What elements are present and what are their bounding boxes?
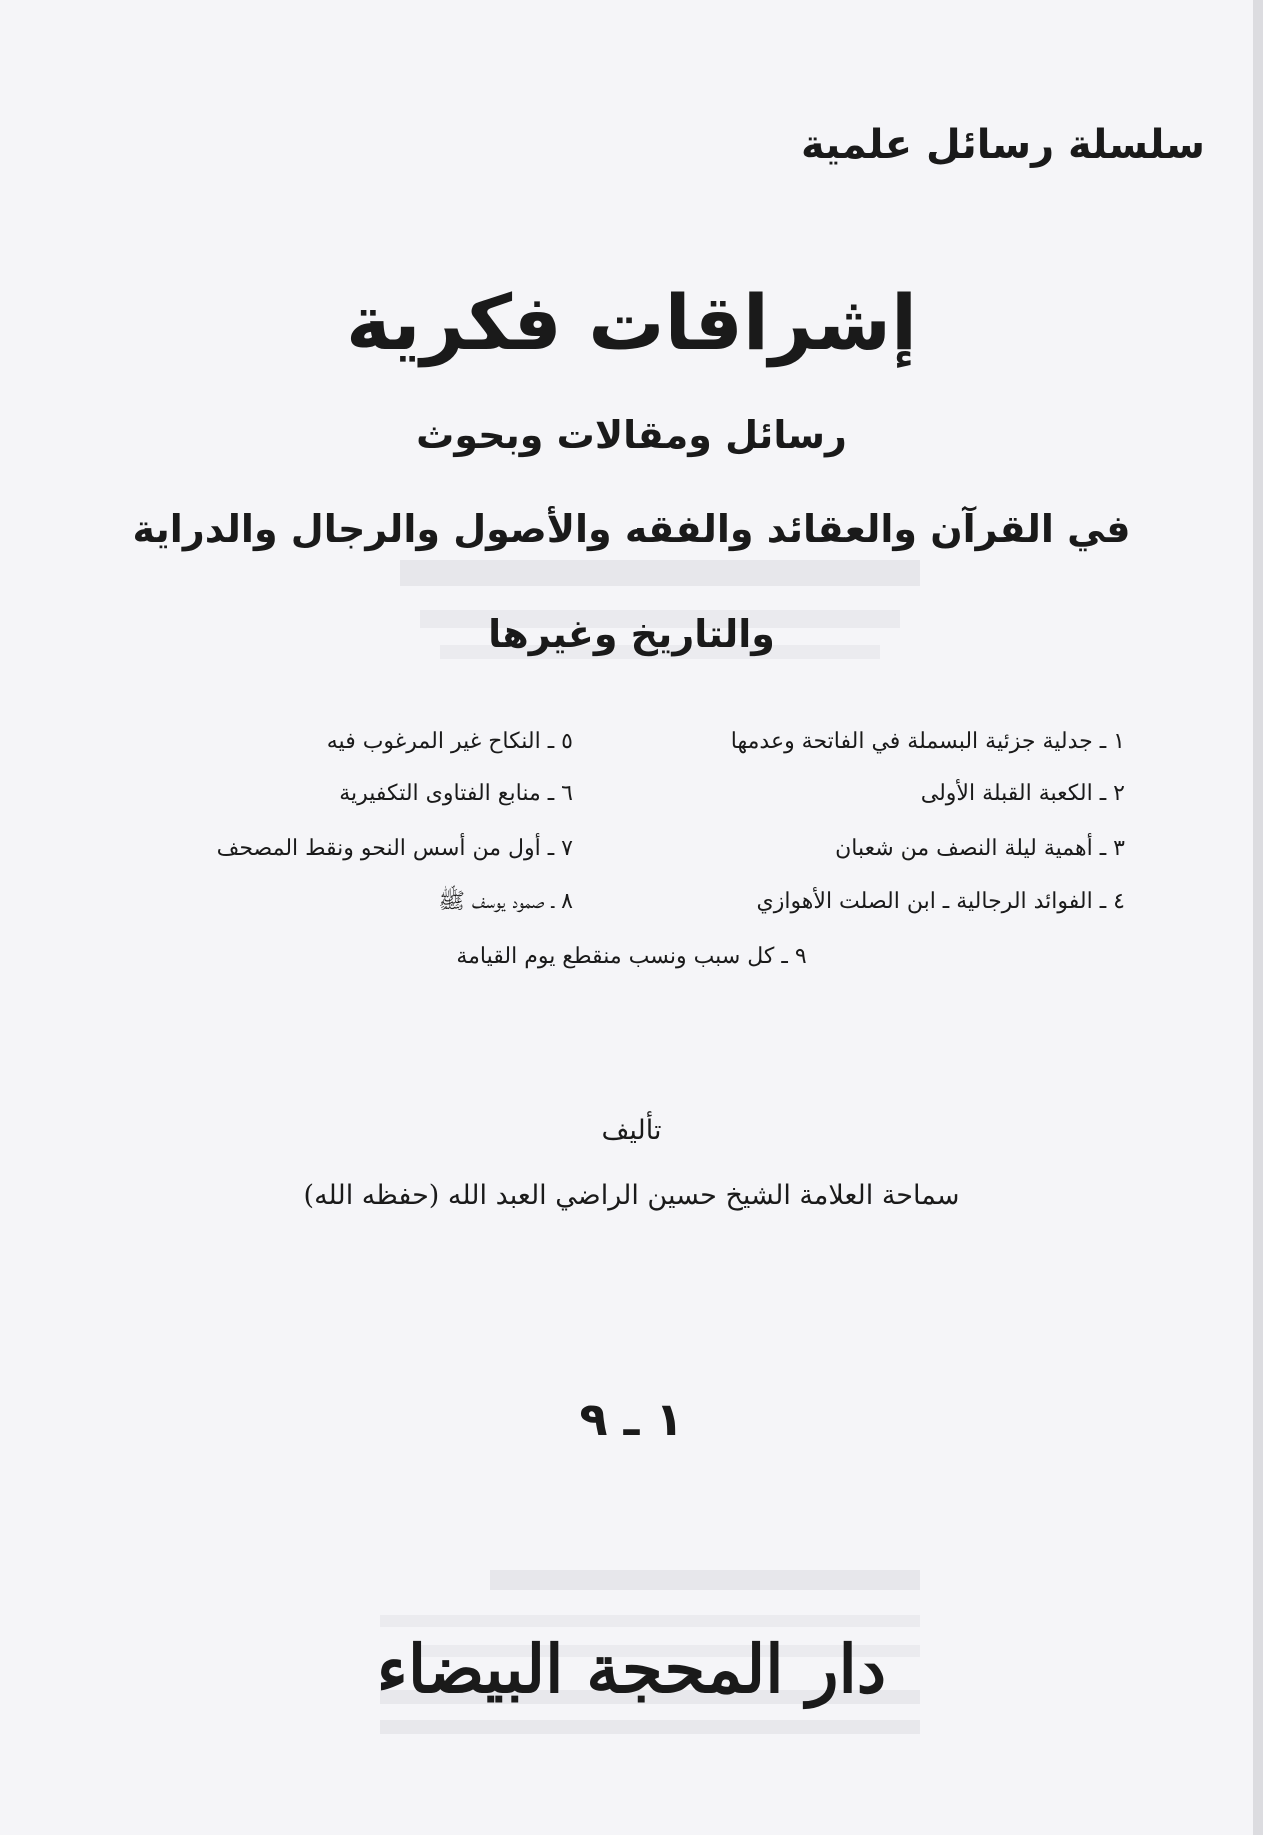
- subtitle-line-3: والتاريخ وغيرها: [488, 612, 775, 656]
- contents-item-3: ٣ ـ أهمية ليلة النصف من شعبان: [835, 836, 1125, 861]
- contents-item-6: ٦ ـ منابع الفتاوى التكفيرية: [339, 781, 573, 806]
- contents-item-5: ٥ ـ النكاح غير المرغوب فيه: [326, 729, 573, 754]
- publisher-name: دار المحجة البيضاء: [376, 1630, 887, 1708]
- contents-item-9: ٩ ـ كل سبب ونسب منقطع يوم القيامة: [456, 944, 807, 969]
- subtitle-line-1: رسائل ومقالات وبحوث: [416, 413, 847, 457]
- contents-item-1: ١ ـ جدلية جزئية البسملة في الفاتحة وعدمها: [730, 729, 1125, 754]
- contents-item-2: ٢ ـ الكعبة القبلة الأولى: [920, 781, 1125, 806]
- contents-item-7: ٧ ـ أول من أسس النحو ونقط المصحف: [216, 836, 573, 861]
- contents-item-4: ٤ ـ الفوائد الرجالية ـ ابن الصلت الأهوازي: [756, 889, 1125, 914]
- book-title: إشراقات فكرية: [345, 278, 918, 367]
- page-edge: [1253, 0, 1263, 1835]
- volume-range: ١ ـ ٩: [579, 1392, 684, 1446]
- subtitle-line-2: في القرآن والعقائد والفقه والأصول والرجال والدراية: [132, 507, 1131, 551]
- authored-by-label: تأليف: [601, 1115, 662, 1146]
- series-title: سلسلة رسائل علمية: [801, 122, 1205, 168]
- contents-item-8: ٨ ـ صمود يوسف ﷺ: [438, 889, 573, 914]
- author-name: سماحة العلامة الشيخ حسين الراضي العبد الله (حفظه الله): [303, 1180, 960, 1211]
